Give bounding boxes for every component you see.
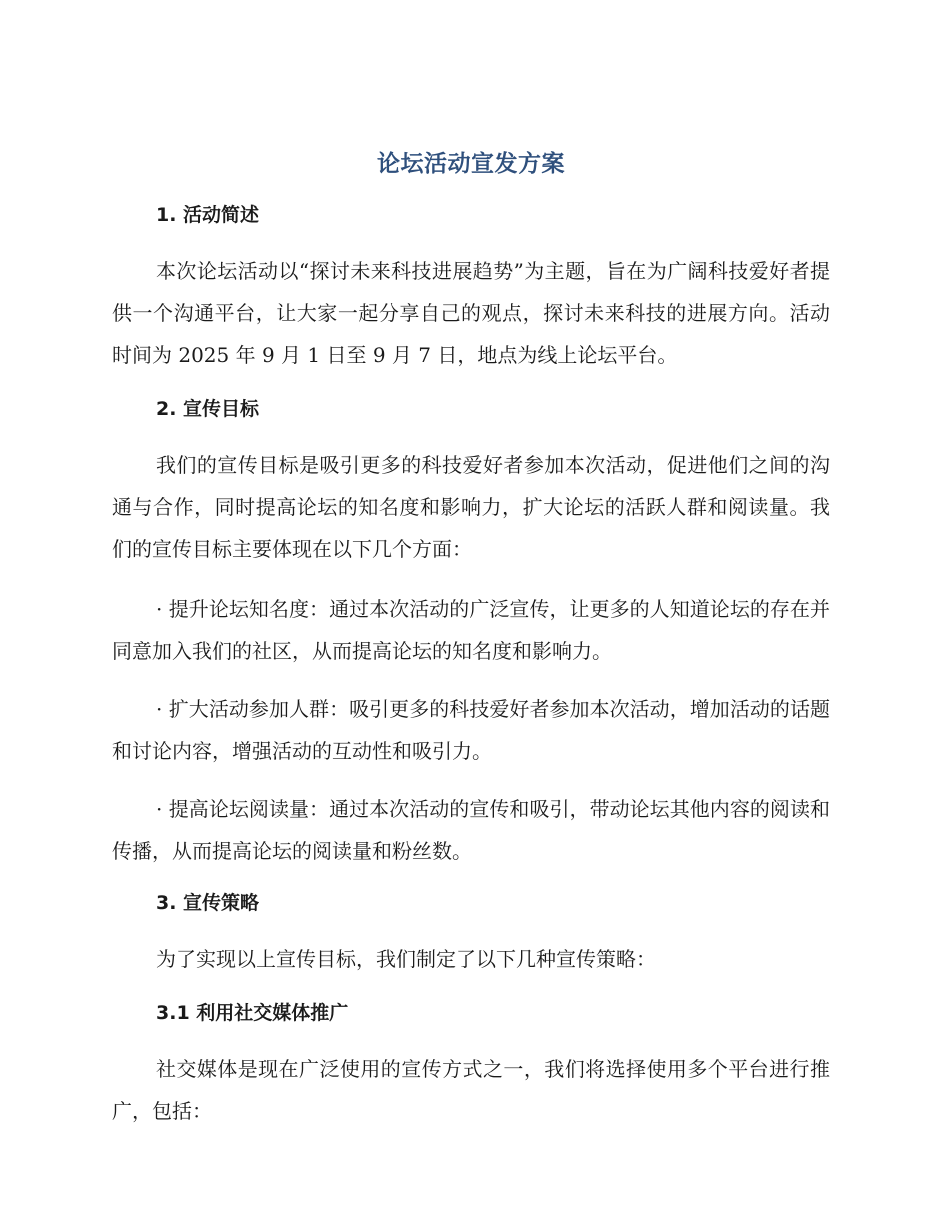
bullet-item: · 提升论坛知名度：通过本次活动的广泛宣传，让更多的人知道论坛的存在并同意加入我们的社区，从而提高论坛的知名度和影响力。: [112, 597, 830, 663]
section-paragraph-strategy: 为了实现以上宣传目标，我们制定了以下几种宣传策略：: [156, 947, 656, 971]
subsection-paragraph-social-media: 社交媒体是现在广泛使用的宣传方式之一，我们将选择使用多个平台进行推广，包括：: [112, 1057, 830, 1123]
bullet-item: · 扩大活动参加人群：吸引更多的科技爱好者参加本次活动，增加活动的话题和讨论内容，增强活动的互动性和吸引力。: [112, 697, 830, 763]
section-paragraph-goals: 我们的宣传目标是吸引更多的科技爱好者参加本次活动，促进他们之间的沟通与合作，同时提高论坛的知名度和影响力，扩大论坛的活跃人群和阅读量。我们的宣传目标主要体现在以下几个方面：: [112, 453, 830, 561]
subsection-heading-social-media: 3.1 利用社交媒体推广: [156, 1002, 349, 1024]
bullet-item: · 提高论坛阅读量：通过本次活动的宣传和吸引，带动论坛其他内容的阅读和传播，从而提高论坛的阅读量和粉丝数。: [112, 797, 830, 863]
document-page: [112, 146, 830, 1150]
section-heading-strategy: 3. 宣传策略: [156, 892, 260, 914]
section-heading-overview: 1. 活动简述: [156, 204, 260, 226]
section-paragraph-overview: 本次论坛活动以“探讨未来科技进展趋势”为主题，旨在为广阔科技爱好者提供一个沟通平台，让大家一起分享自己的观点，探讨未来科技的进展方向。活动时间为 2025 年 9 月 1 日至 9 月 7 日，地点为线上论坛平台。: [112, 259, 830, 367]
section-heading-goals: 2. 宣传目标: [156, 398, 260, 420]
document-title: 论坛活动宣发方案: [377, 151, 565, 177]
